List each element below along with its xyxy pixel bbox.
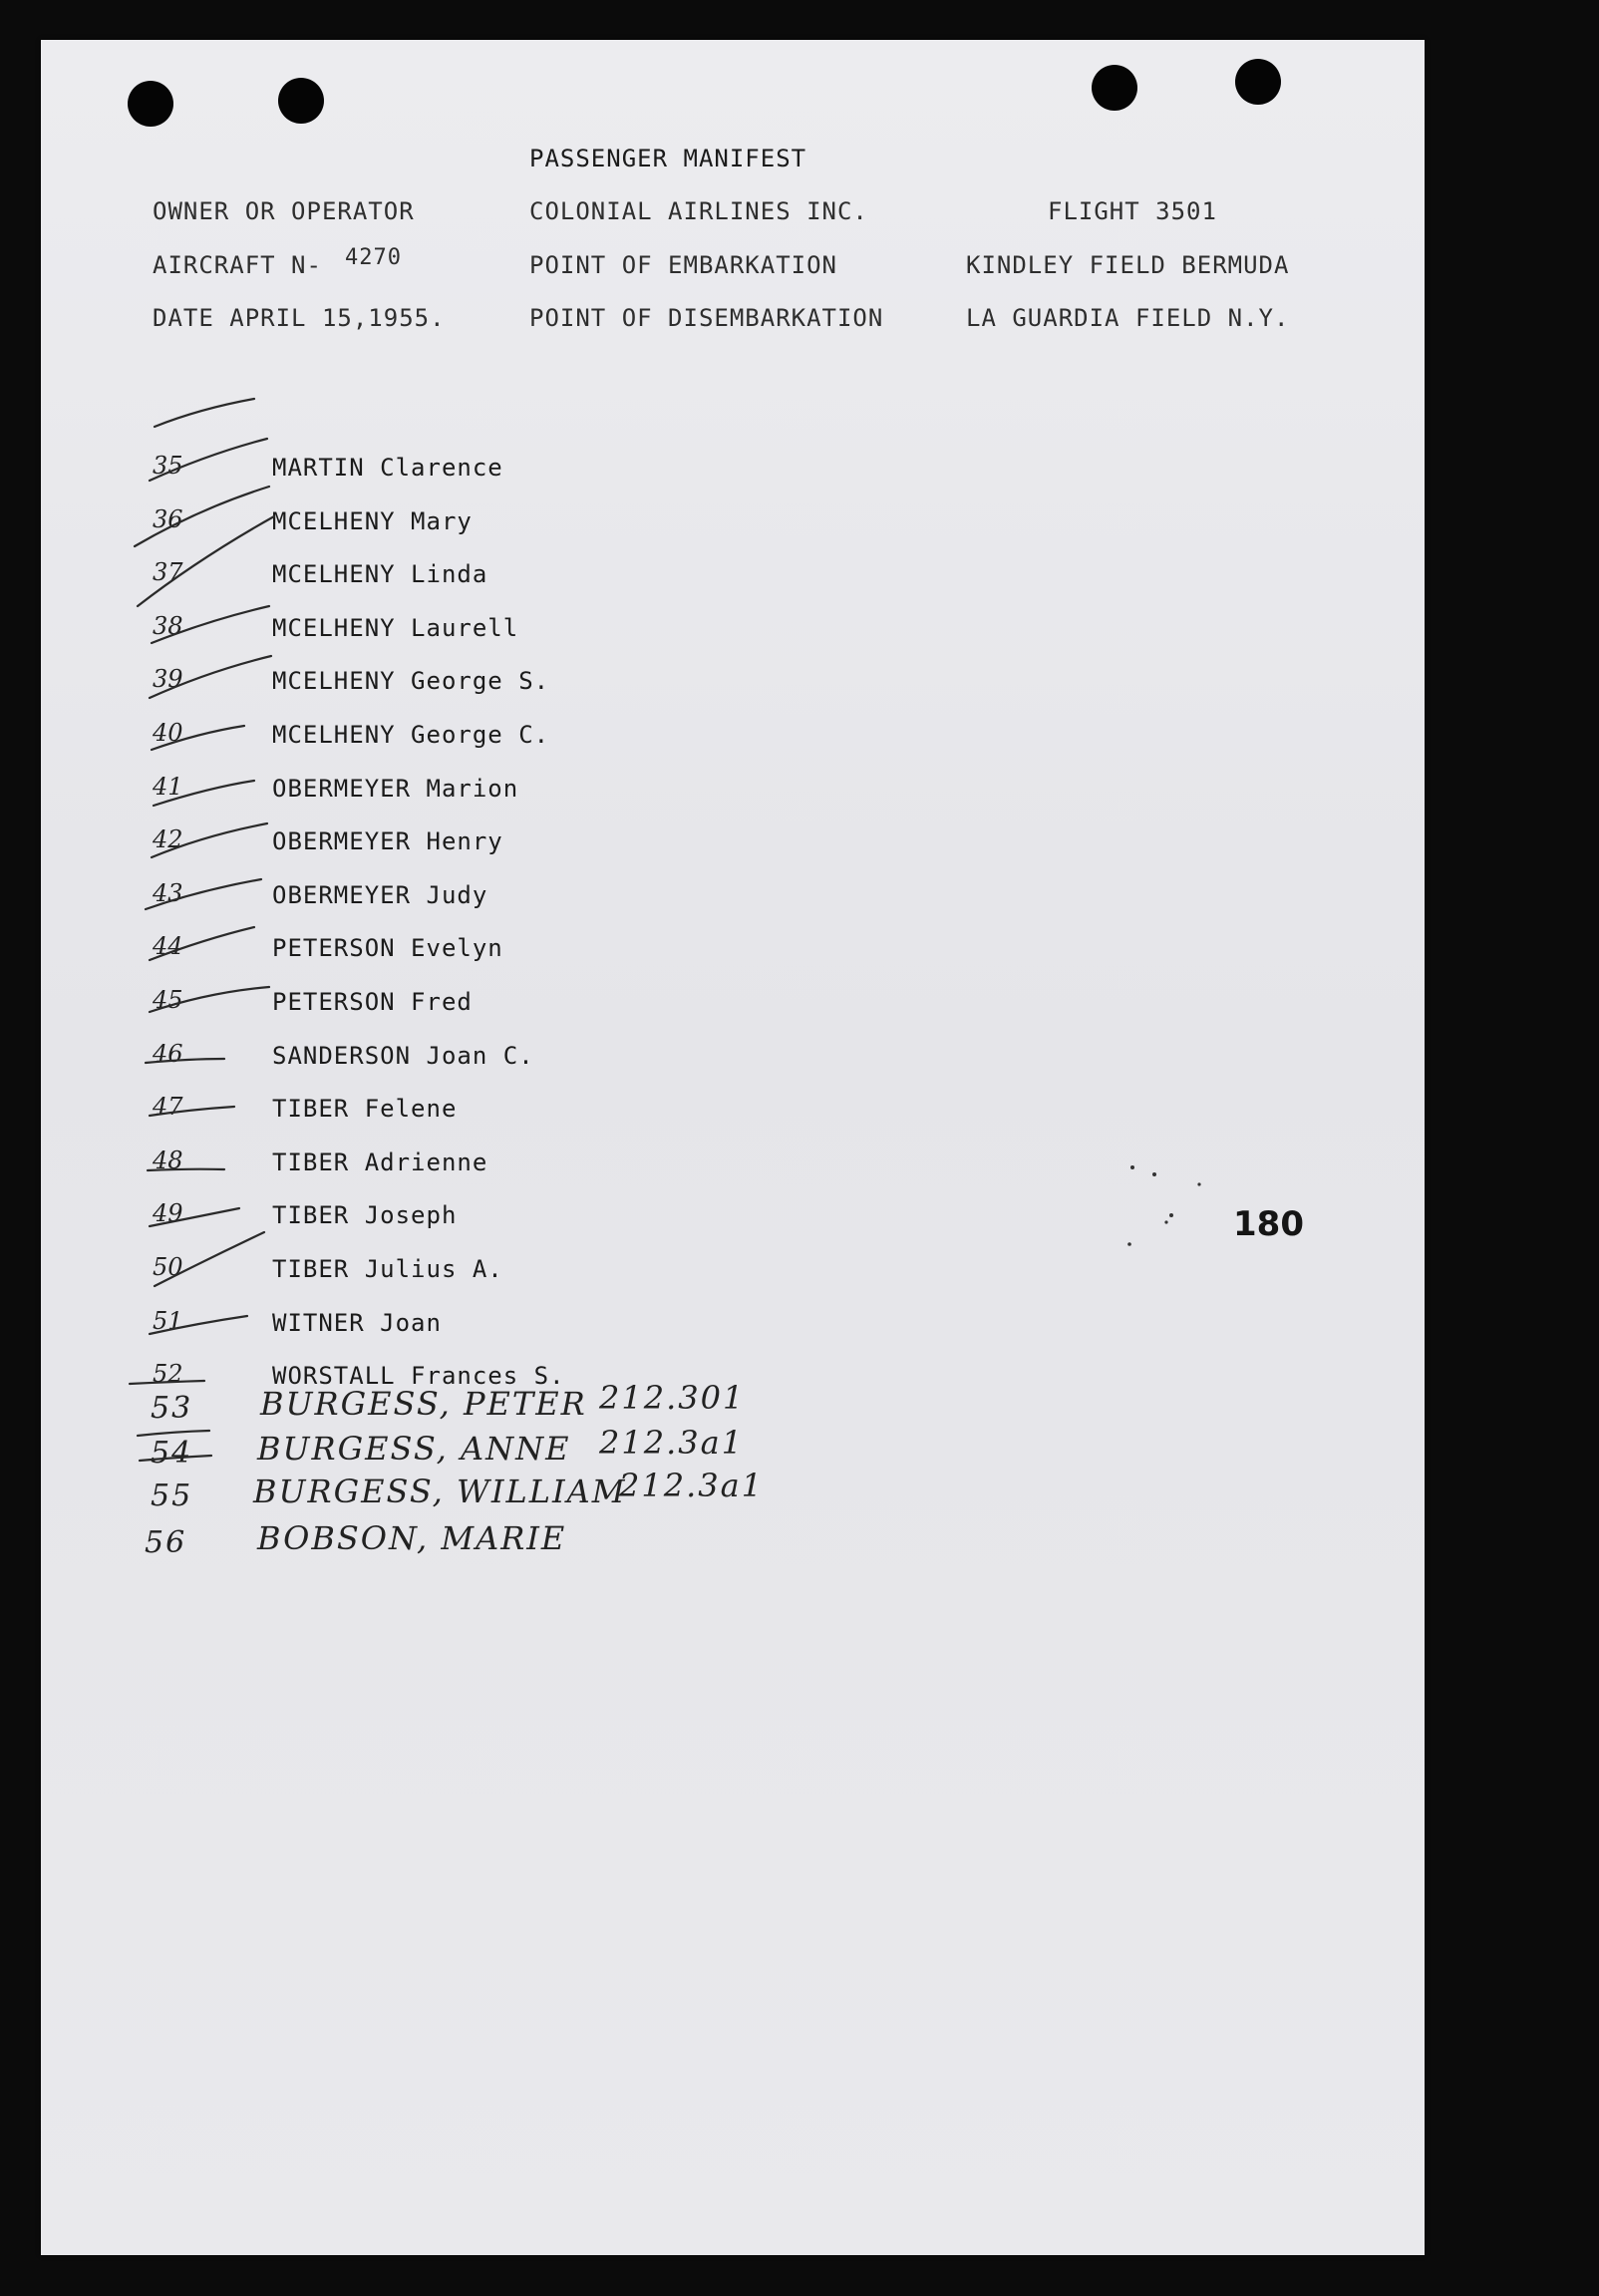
handwritten-number: 54: [151, 1436, 193, 1471]
passenger-name: MCELHENY George C.: [272, 721, 550, 749]
embark-value: KINDLEY FIELD BERMUDA: [966, 251, 1290, 279]
passenger-number: 40: [153, 719, 183, 747]
passenger-name: TIBER Joseph: [272, 1201, 458, 1230]
passenger-name: OBERMEYER Judy: [272, 880, 488, 909]
owner-value: COLONIAL AIRLINES INC.: [529, 197, 868, 225]
disembark-label: POINT OF DISEMBARKATION: [529, 304, 884, 332]
passenger-number: 41: [153, 772, 183, 801]
date-line: DATE APRIL 15,1955.: [153, 304, 446, 332]
passenger-name: PETERSON Fred: [272, 988, 473, 1016]
passenger-number: 49: [153, 1199, 183, 1228]
passenger-number: 43: [153, 878, 183, 907]
handwritten-code: 212.301: [599, 1379, 746, 1417]
passenger-name: MARTIN Clarence: [272, 454, 503, 482]
passenger-number: 36: [153, 504, 183, 533]
passenger-number: 46: [153, 1039, 183, 1068]
passenger-name: OBERMEYER Marion: [272, 774, 519, 803]
passenger-name: MCELHENY Laurell: [272, 613, 519, 642]
aircraft-number: 4270: [345, 245, 402, 270]
handwritten-code: 212.3a1: [599, 1424, 745, 1462]
passenger-name: MCELHENY Linda: [272, 560, 488, 589]
passenger-name: WORSTALL Frances S.: [272, 1362, 565, 1391]
handwritten-number: 53: [151, 1391, 193, 1426]
passenger-name: WITNER Joan: [272, 1308, 442, 1337]
handwritten-name: BURGESS, ANNE: [257, 1430, 571, 1468]
flight-number: FLIGHT 3501: [1048, 197, 1217, 225]
owner-label: OWNER OR OPERATOR: [153, 197, 415, 225]
passenger-name: TIBER Julius A.: [272, 1255, 503, 1283]
handwritten-name: BURGESS, PETER: [260, 1385, 587, 1423]
passenger-number: 37: [153, 558, 183, 587]
passenger-number: 51: [153, 1306, 183, 1335]
passenger-number: 44: [153, 932, 183, 961]
handwritten-name: BOBSON, MARIE: [257, 1519, 567, 1557]
page-stamp-number: 180: [1233, 1204, 1304, 1244]
handwritten-number: 56: [145, 1525, 187, 1560]
disembark-value: LA GUARDIA FIELD N.Y.: [966, 304, 1290, 332]
punch-hole: [278, 78, 324, 124]
passenger-name: TIBER Adrienne: [272, 1148, 488, 1176]
manifest-page: [41, 40, 1425, 2255]
passenger-number: 38: [153, 611, 183, 640]
handwritten-name: BURGESS, WILLIAM: [253, 1473, 627, 1510]
passenger-number: 42: [153, 825, 183, 854]
passenger-name: OBERMEYER Henry: [272, 827, 503, 856]
embark-label: POINT OF EMBARKATION: [529, 251, 837, 279]
passenger-number: 45: [153, 986, 183, 1014]
passenger-name: SANDERSON Joan C.: [272, 1041, 534, 1070]
passenger-number: 35: [153, 452, 183, 480]
passenger-number: 52: [153, 1360, 183, 1389]
passenger-name: MCELHENY Mary: [272, 506, 473, 535]
punch-hole: [128, 81, 173, 127]
passenger-name: TIBER Felene: [272, 1095, 458, 1124]
manifest-title: PASSENGER MANIFEST: [529, 145, 807, 172]
passenger-number: 48: [153, 1146, 183, 1174]
aircraft-label: AIRCRAFT N-: [153, 251, 322, 279]
passenger-number: 50: [153, 1253, 183, 1281]
passenger-number: 39: [153, 665, 183, 694]
passenger-name: MCELHENY George S.: [272, 667, 550, 696]
punch-hole: [1092, 65, 1137, 111]
passenger-name: PETERSON Evelyn: [272, 934, 503, 963]
passenger-number: 47: [153, 1093, 183, 1122]
punch-hole: [1235, 59, 1281, 105]
handwritten-number: 55: [151, 1478, 193, 1513]
handwritten-code: 212.3a1: [619, 1467, 765, 1504]
